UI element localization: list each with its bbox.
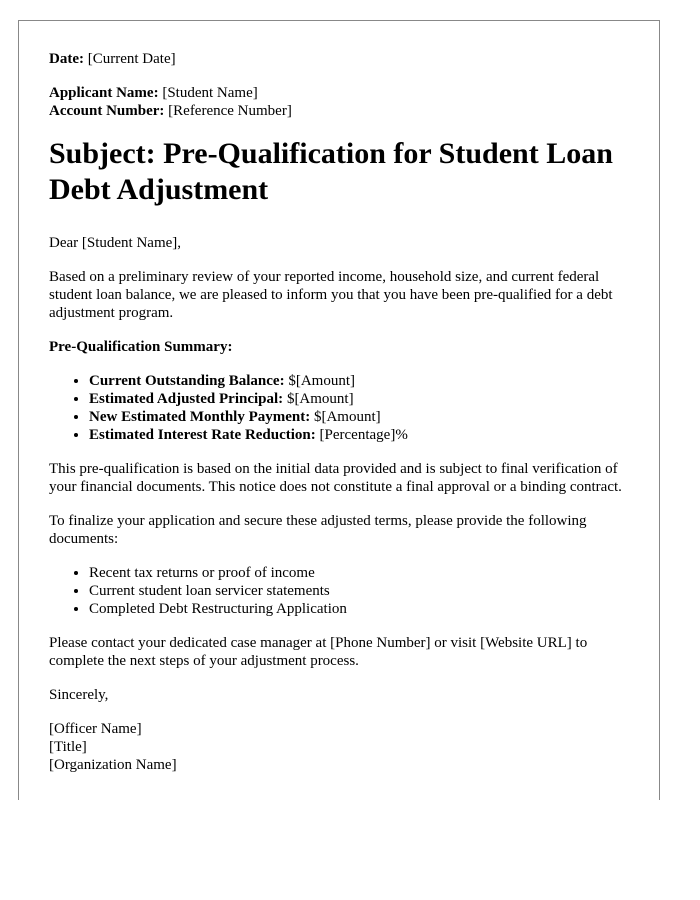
summary-item-value: $[Amount] (313, 409, 381, 425)
summary-item-label: New Estimated Monthly Payment: (89, 409, 311, 425)
summary-title: Pre-Qualification Summary: (49, 339, 233, 355)
signature-name: [Officer Name] (49, 721, 142, 737)
summary-item-label: Estimated Adjusted Principal: (89, 391, 284, 407)
signature-block (49, 720, 629, 774)
account-line (49, 102, 629, 120)
date-value: [Current Date] (87, 51, 176, 67)
summary-item-label: Estimated Interest Rate Reduction: (89, 427, 316, 443)
summary-item-value: $[Amount] (286, 391, 354, 407)
document-item: • Recent tax returns or proof of income (89, 564, 629, 582)
documents-list (49, 564, 629, 618)
date-block (49, 50, 629, 68)
documents-intro: To finalize your application and secure these adjusted terms, please provide the following documents: (49, 513, 587, 547)
summary-item-value: $[Amount] (288, 373, 355, 389)
applicant-block (49, 84, 629, 120)
signature-title: [Title] (49, 739, 87, 755)
summary-item (89, 390, 629, 408)
intro-paragraph: Based on a preliminary review of your reported income, household size, and current federal student loan balance, we are pleased to inform you that you have been pre-qualified for a debt adjustment program. (49, 269, 613, 321)
account-value: [Reference Number] (168, 103, 292, 119)
summary-item (89, 408, 629, 426)
document-item: • Current student loan servicer statements (89, 582, 629, 600)
subject-heading: Subject: Pre-Qualification for Student Loan Debt Adjustment (49, 137, 613, 206)
account-label: Account Number: (49, 103, 165, 119)
document-item: • Completed Debt Restructuring Application (89, 600, 629, 618)
salutation: Dear [Student Name], (49, 235, 182, 251)
summary-item (89, 426, 629, 444)
date-line (49, 50, 629, 68)
signature-organization: [Organization Name] (49, 757, 177, 773)
date-label: Date: (49, 51, 84, 67)
applicant-label: Applicant Name: (49, 85, 159, 101)
closing: Sincerely, (49, 687, 109, 703)
summary-item (89, 372, 629, 390)
summary-list (49, 372, 629, 444)
applicant-line (49, 84, 629, 102)
disclaimer-paragraph: This pre-qualification is based on the initial data provided and is subject to final verification of your financial documents. This notice does not constitute a final approval or a binding contract. (49, 461, 622, 495)
applicant-value: [Student Name] (162, 85, 258, 101)
contact-paragraph: Please contact your dedicated case manager at [Phone Number] or visit [Website URL] to complete the next steps of your adjustment process. (49, 635, 588, 669)
letter-page (18, 20, 660, 800)
summary-item-label: Current Outstanding Balance: (89, 373, 285, 389)
summary-item-value: [Percentage]% (319, 427, 408, 443)
